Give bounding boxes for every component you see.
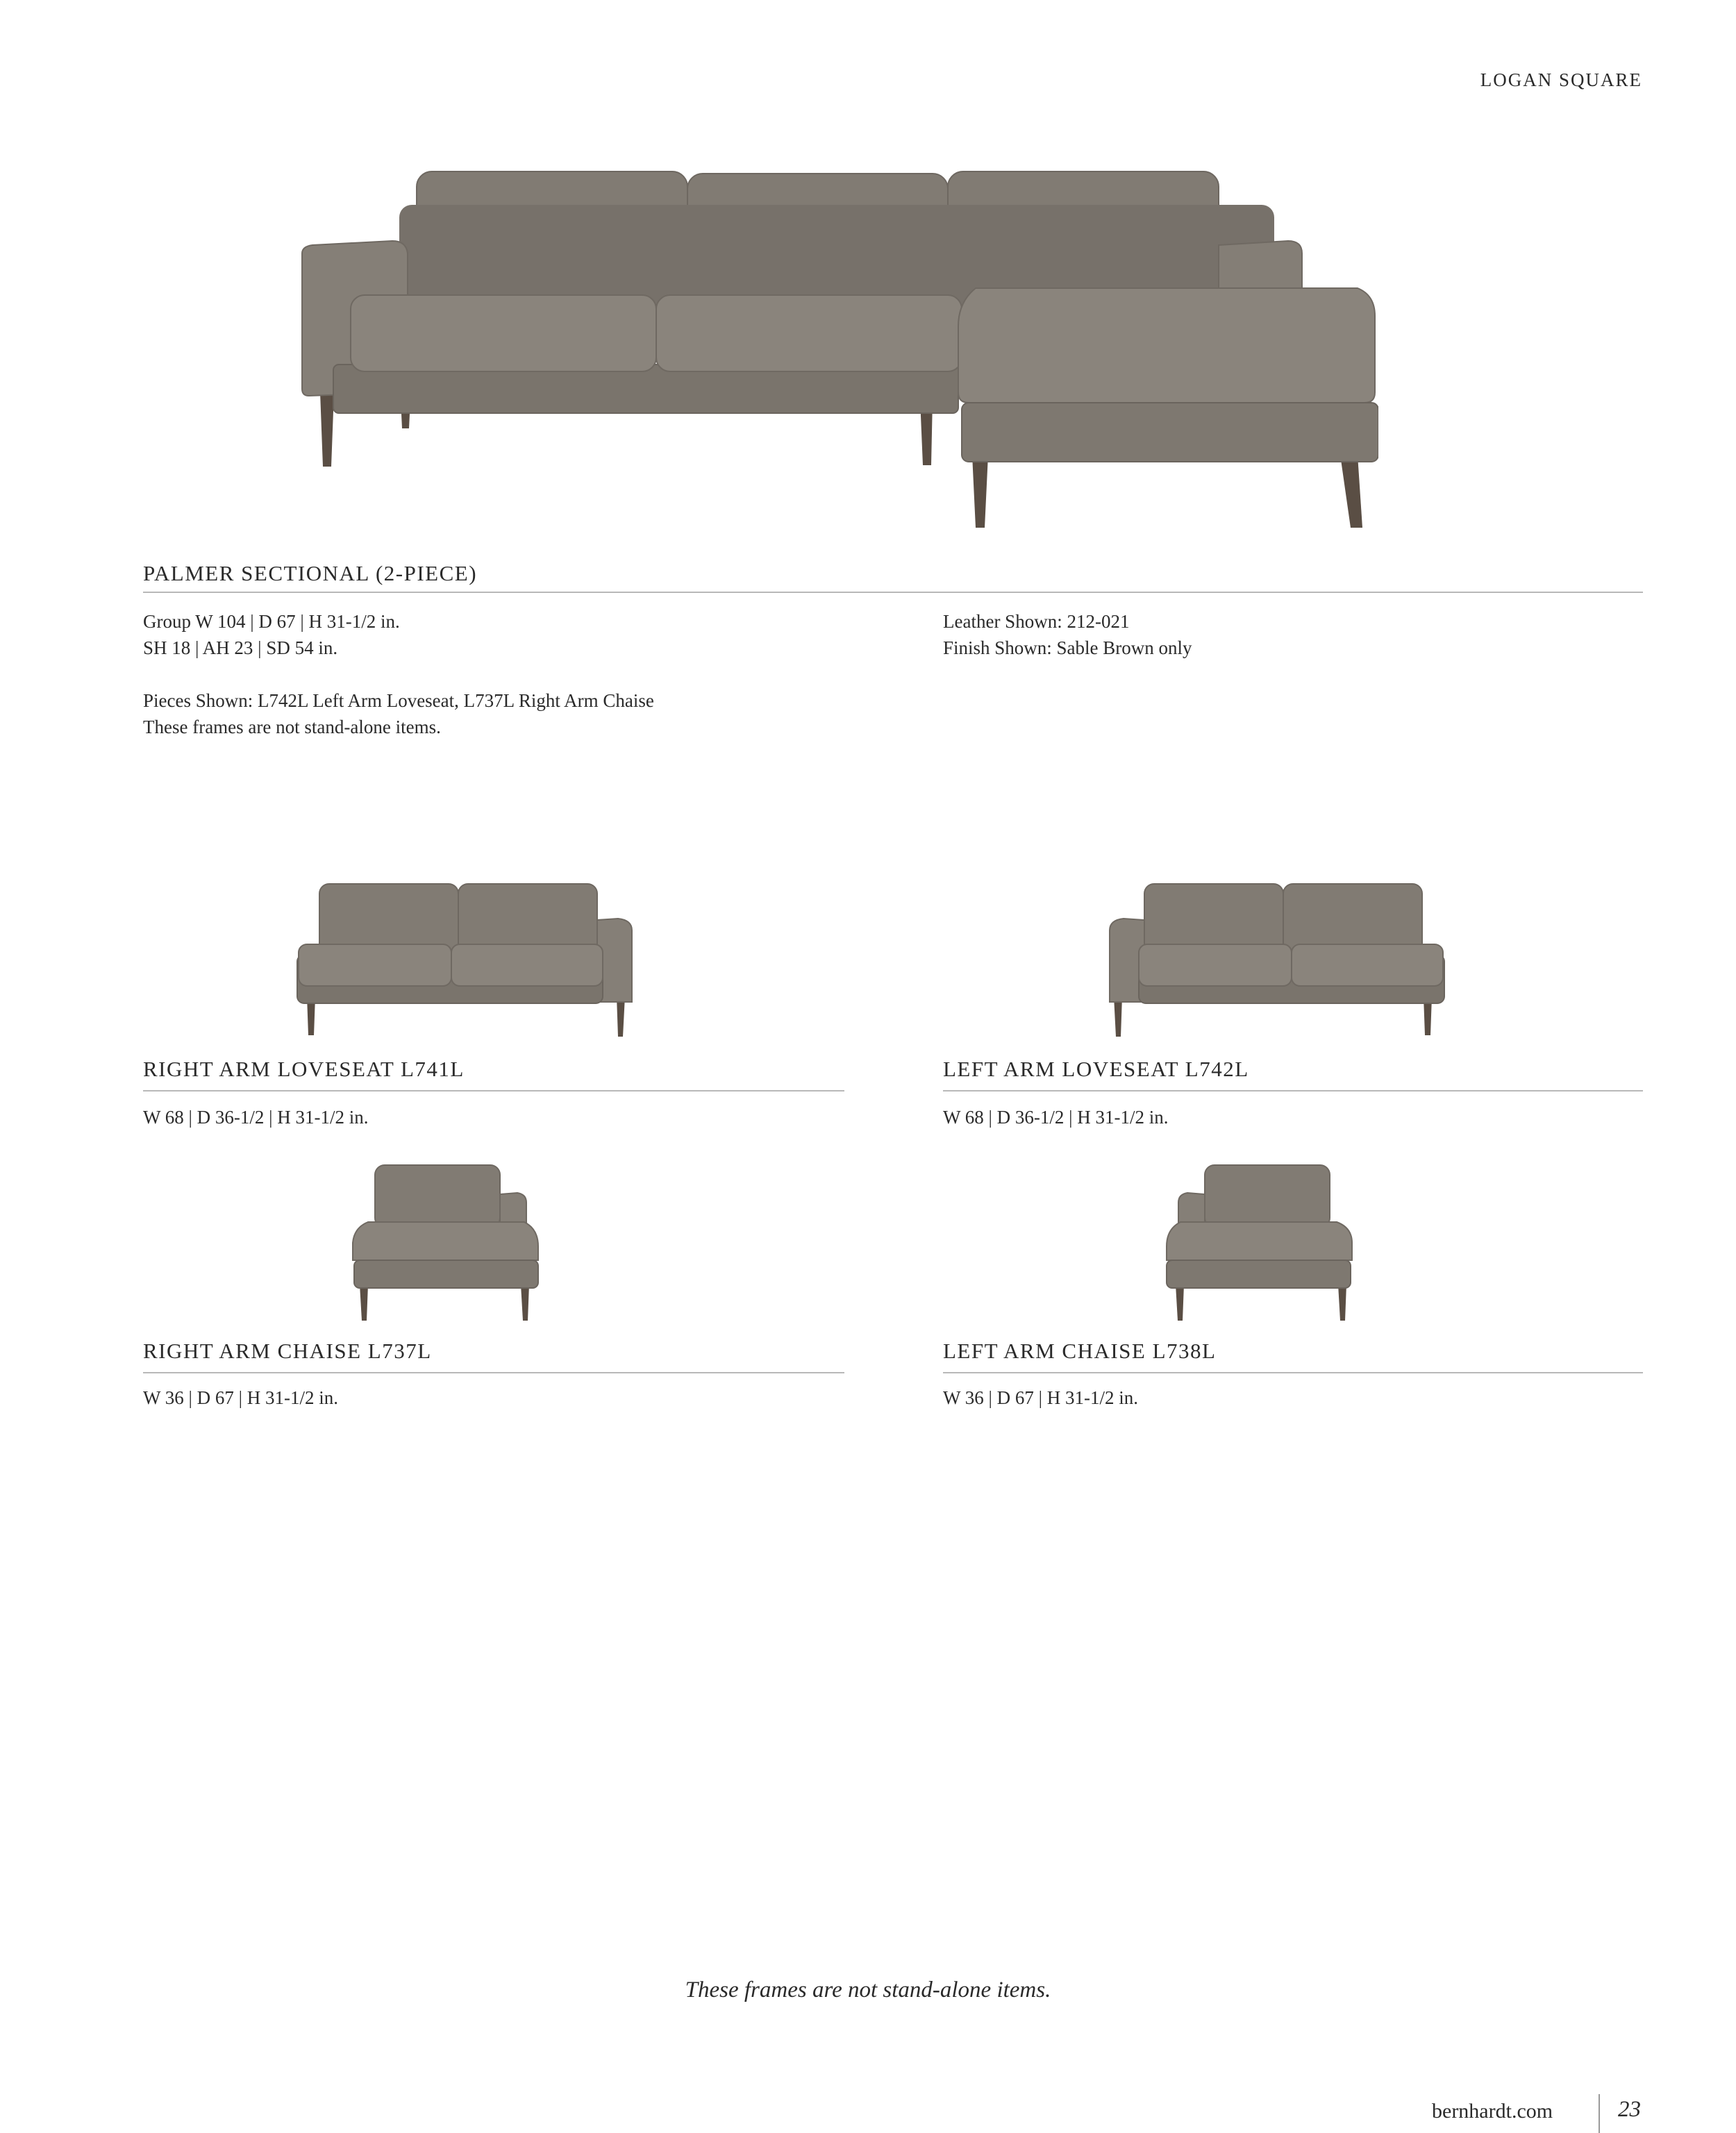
finish-shown: Finish Shown: Sable Brown only: [943, 637, 1192, 658]
piece-dims-left-arm-loveseat: W 68 | D 36-1/2 | H 31-1/2 in.: [943, 1107, 1169, 1128]
main-product-title: PALMER SECTIONAL (2-PIECE): [143, 561, 478, 585]
main-dims-line1: Group W 104 | D 67 | H 31-1/2 in.: [143, 611, 400, 632]
footer-note: These frames are not stand-alone items.: [685, 1977, 1051, 2002]
piece-dims-left-arm-chaise: W 36 | D 67 | H 31-1/2 in.: [943, 1387, 1139, 1408]
left-arm-loveseat-image: [1103, 878, 1450, 1045]
left-arm-chaise-image: [1156, 1160, 1358, 1326]
main-dims-line2: SH 18 | AH 23 | SD 54 in.: [143, 637, 338, 658]
website-link[interactable]: bernhardt.com: [1432, 2100, 1553, 2123]
piece-title-left-arm-loveseat: LEFT ARM LOVESEAT L742L: [943, 1057, 1249, 1081]
piece-title-left-arm-chaise: LEFT ARM CHAISE L738L: [943, 1339, 1217, 1363]
right-arm-chaise-image: [347, 1160, 549, 1326]
piece-rule: [143, 1372, 844, 1373]
main-product-rule: [143, 592, 1643, 593]
footer-divider: [1599, 2094, 1600, 2133]
piece-rule: [943, 1372, 1643, 1373]
page-number: 23: [1618, 2097, 1641, 2122]
collection-name: LOGAN SQUARE: [1480, 69, 1642, 90]
piece-dims-right-arm-chaise: W 36 | D 67 | H 31-1/2 in.: [143, 1387, 339, 1408]
pieces-shown: Pieces Shown: L742L Left Arm Loveseat, L737L Right Arm Chaise: [143, 690, 654, 711]
palmer-sectional-image: [295, 163, 1378, 538]
leather-shown: Leather Shown: 212-021: [943, 611, 1130, 632]
standalone-note: These frames are not stand-alone items.: [143, 717, 441, 737]
piece-title-right-arm-loveseat: RIGHT ARM LOVESEAT L741L: [143, 1057, 465, 1081]
piece-title-right-arm-chaise: RIGHT ARM CHAISE L737L: [143, 1339, 432, 1363]
piece-rule: [943, 1090, 1643, 1091]
piece-rule: [143, 1090, 844, 1091]
right-arm-loveseat-image: [292, 878, 639, 1045]
piece-dims-right-arm-loveseat: W 68 | D 36-1/2 | H 31-1/2 in.: [143, 1107, 369, 1128]
